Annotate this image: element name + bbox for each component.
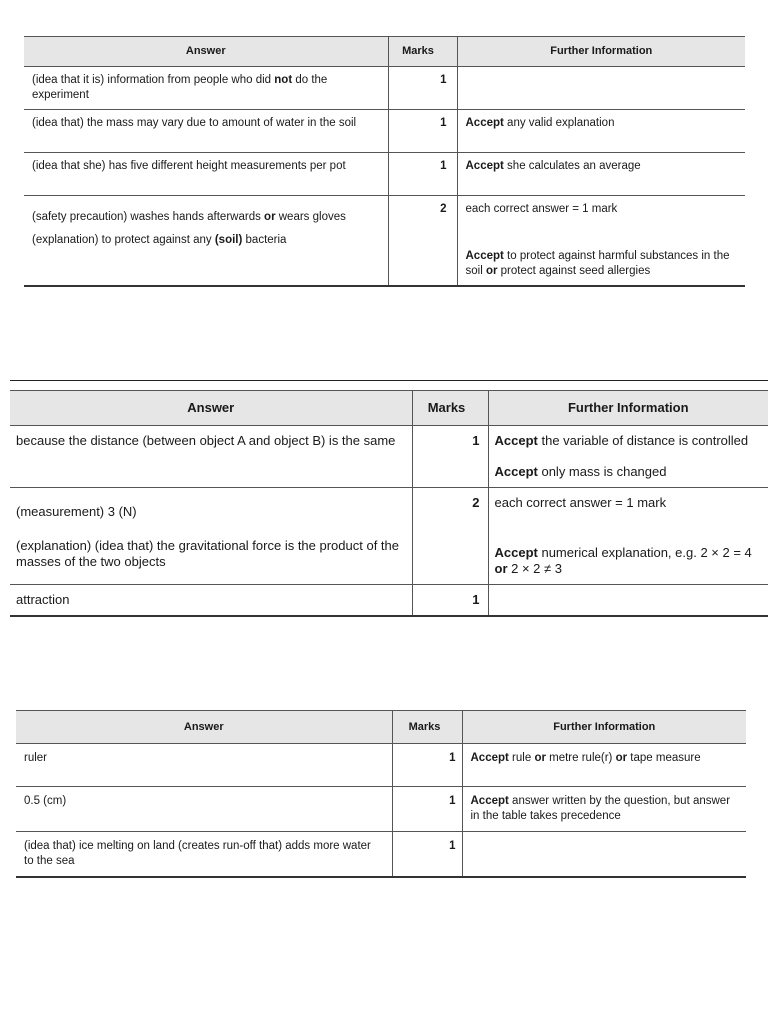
table-row	[10, 488, 768, 585]
further-information-header: Further Information	[457, 37, 745, 67]
table-row	[24, 153, 745, 196]
table-row	[24, 196, 745, 287]
further-information-cell	[457, 110, 745, 153]
top-rule	[10, 380, 768, 381]
further-information-text: Accept rule or metre rule(r) or tape measure	[470, 752, 701, 764]
marks-cell: 1	[388, 153, 457, 196]
answer-cell	[24, 110, 388, 153]
mark-scheme-table-2	[10, 390, 768, 617]
table-row	[10, 585, 768, 617]
answer-text: ruler	[24, 752, 48, 764]
table-row	[16, 787, 746, 832]
further-information-cell	[462, 744, 746, 787]
further-information-text: Accept numerical explanation, e.g. 2 × 2 = 4 or 2 × 2 ≠ 3	[494, 545, 752, 576]
answer-text: (explanation) (idea that) the gravitational force is the product of the masses of the two objects	[16, 538, 399, 569]
table-row	[24, 110, 745, 153]
answer-text: because the distance (between object A and object B) is the same	[16, 433, 396, 448]
further-information-cell	[457, 196, 745, 287]
answer-header: Answer	[24, 37, 388, 67]
marks-cell: 1	[392, 832, 462, 878]
table-row	[24, 67, 745, 110]
answer-cell	[16, 787, 392, 832]
table-row	[16, 832, 746, 878]
answer-text: (safety precaution) washes hands afterwards or wears gloves	[32, 211, 346, 223]
further-information-text: Accept to protect against harmful substances in the soil or protect against seed allergies	[465, 250, 730, 277]
marks-cell: 1	[388, 110, 457, 153]
further-information-header: Further Information	[462, 711, 746, 744]
answer-text: (measurement) 3 (N)	[16, 504, 137, 519]
marks-header: Marks	[392, 711, 462, 744]
answer-cell	[24, 67, 388, 110]
answer-header: Answer	[16, 711, 392, 744]
further-information-text: Accept only mass is changed	[494, 464, 667, 479]
answer-cell	[10, 426, 412, 488]
header-row	[10, 391, 768, 426]
further-information-text: each correct answer = 1 mark	[494, 495, 667, 510]
marks-cell: 1	[392, 787, 462, 832]
answer-cell	[16, 832, 392, 878]
further-information-cell	[488, 426, 768, 488]
answer-text: (idea that) ice melting on land (creates run-off that) adds more water to the sea	[24, 840, 371, 867]
marks-header: Marks	[388, 37, 457, 67]
further-information-cell	[462, 832, 746, 878]
further-information-text: Accept she calculates an average	[465, 160, 641, 172]
further-information-cell	[462, 787, 746, 832]
mark-scheme-table-1	[24, 36, 745, 287]
marks-cell: 2	[412, 488, 488, 585]
further-information-text: each correct answer = 1 mark	[465, 203, 618, 215]
further-information-header: Further Information	[488, 391, 768, 426]
answer-cell	[16, 744, 392, 787]
answer-cell	[10, 488, 412, 585]
further-information-cell	[488, 488, 768, 585]
further-information-cell	[457, 67, 745, 110]
answer-text: (idea that it is) information from people who did not do the experiment	[32, 74, 328, 101]
further-information-cell	[488, 585, 768, 617]
answer-cell	[24, 196, 388, 287]
answer-cell	[10, 585, 412, 617]
answer-text: (idea that she) has five different height measurements per pot	[32, 160, 346, 172]
answer-text: (explanation) to protect against any (soil) bacteria	[32, 234, 287, 246]
answer-cell	[24, 153, 388, 196]
answer-text: (idea that) the mass may vary due to amount of water in the soil	[32, 117, 357, 129]
header-row	[16, 711, 746, 744]
mark-scheme-table-3	[16, 710, 746, 878]
marks-header: Marks	[412, 391, 488, 426]
table-row	[16, 744, 746, 787]
marks-cell: 1	[392, 744, 462, 787]
answer-header: Answer	[10, 391, 412, 426]
further-information-text: Accept answer written by the question, but answer in the table takes precedence	[470, 795, 731, 822]
marks-cell: 2	[388, 196, 457, 287]
header-row	[24, 37, 745, 67]
marks-cell: 1	[412, 585, 488, 617]
marks-cell: 1	[412, 426, 488, 488]
further-information-text: Accept any valid explanation	[465, 117, 615, 129]
marks-cell: 1	[388, 67, 457, 110]
answer-text: 0.5 (cm)	[24, 795, 67, 807]
further-information-text: Accept the variable of distance is controlled	[494, 433, 749, 448]
table-row	[10, 426, 768, 488]
answer-text: attraction	[16, 592, 70, 607]
further-information-cell	[457, 153, 745, 196]
